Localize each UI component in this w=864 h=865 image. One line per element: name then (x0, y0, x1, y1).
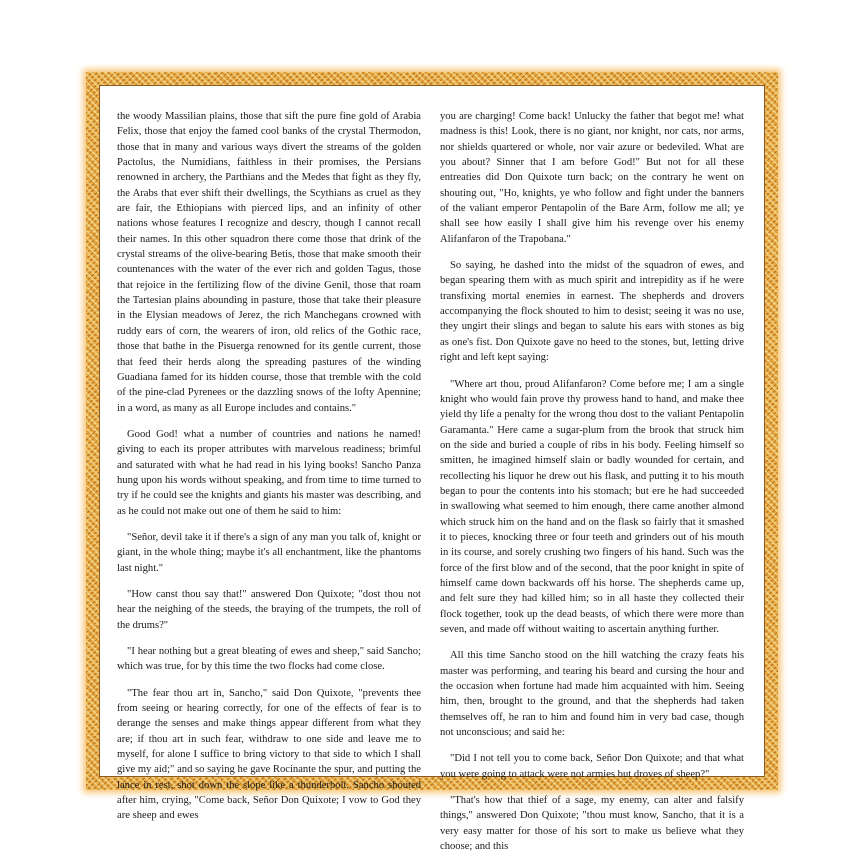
paragraph: you are charging! Come back! Unlucky the father that begot me! what madness is this! Look, there is no giant, nor knight, nor cats, nor arms, nor shields quartered or whole, nor vair azure or bedeviled. What are you about? Sinner that I am before God!" But not for all these entreaties did Don Quixote turn back; on the contrary he went on shouting out, "Ho, knights, ye who follow and fight under the banners of the valiant emperor Pentapolin of the Bare Arm, follow me all; ye shall see how easily I shall give him his revenge over his enemy Alifanfaron of the Trapobana." (440, 111, 744, 245)
paragraph: the woody Massilian plains, those that sift the pure fine gold of Arabia Felix, those that enjoy the famed cool banks of the crystal Thermodon, those that in many and various ways divert the streams of the golden Pactolus, the Numidians, faithless in their promises, the Persians renowned in archery, the Parthians and the Medes that fight as they fly, the Arabs that ever shift their dwellings, the Scythians as cruel as they are fair, the Ethiopians with pierced lips, and an infinity of other nations whose features I recognize and descry, though I cannot recall their names. In this other squadron there come those that drink of the crystal streams of the olive-bearing Betis, those that make smooth their countenances with the water of the ever rich and golden Tagus, those that rejoice in the fertilizing flow of the divine Genil, those that roam the Tartesian plains abounding in pasture, those that take their pleasure in the Elysian meadows of Jerez, the rich Manchegans crowned with ruddy ears of corn, the wearers of iron, old relics of the Gothic race, those that bathe in the Pisuerga renowned for its gentle current, those that feed their herds along the spreading pastures of the winding Guadiana famed for its hidden course, those that tremble with the cold of the pine-clad Pyrenees or the dazzling snows of the lofty Apennine; in a word, as many as all Europe includes and contains." (117, 111, 421, 414)
paragraph: "How canst thou say that!" answered Don Quixote; "dost thou not hear the neighing of the steeds, the braying of the trumpets, the roll of the drums?" (117, 588, 421, 631)
book-page (99, 85, 765, 853)
paragraph: "The fear thou art in, Sancho," said Don Quixote, "prevents thee from seeing or hearing correctly, for one of the effects of fear is to derange the senses and make things appear different from what they are; if thou art in such fear, withdraw to one side and leave me to myself, for alone I suffice to bring victory to that side to which I shall give my aid;" and so saying he gave Rocinante the spur, and putting the lance in rest, shot down the slope like a thunderbolt. Sancho shouted after him, crying, "Come back, Señor Don Quixote; I vow to God they are sheep and ewes (117, 687, 421, 822)
paragraph: "Did I not tell you to come back, Señor Don Quixote; and that what you were going to attack were not armies but droves of sheep?" (440, 753, 744, 780)
paragraph: All this time Sancho stood on the hill watching the crazy feats his master was performing, and tearing his beard and cursing the hour and the occasion when fortune had made him acquainted with him. Seeing him, then, brought to the ground, and that the shepherds had taken themselves off, he ran to him and found him in very bad case, though not unconscious; and said he: (440, 650, 744, 739)
paragraph: So saying, he dashed into the midst of the squadron of ewes, and began spearing them with as much spirit and intrepidity as if he were transfixing mortal enemies in earnest. The shepherds and drovers accompanying the flock shouted to him to desist; seeing it was no use, they ungirt their slings and began to salute his ears with stones as big as one's fist. Don Quixote gave no heed to the stones, but, letting drive right and left kept saying: (440, 260, 744, 364)
right-column (440, 109, 744, 865)
paragraph: "Where art thou, proud Alifanfaron? Come before me; I am a single knight who would fain prove thy prowess hand to hand, and make thee yield thy life a penalty for the wrong thou dost to the valiant Pentapolin Garamanta." Here came a sugar-plum from the brook that struck him on the side and buried a couple of ribs in his body. Feeling himself so smitten, he imagined himself slain or badly wounded for certain, and recollecting his liquor he drew out his flask, and putting it to his mouth began to pour the contents into his stomach; but ere he had succeeded in swallowing what seemed to him enough, there came another almond which struck him on the hand and on the flask so fairly that it smashed it to pieces, knocking three or four teeth and grinders out of his mouth in its course, and sorely crushing two fingers of his hand. Such was the force of the first blow and of the second, that the poor knight in spite of himself came down backwards off his horse. The shepherds came up, and felt sure they had killed him; so in all haste they collected their flock together, took up the dead beasts, of which there were more than seven, and made off without waiting to ascertain anything further. (440, 378, 744, 635)
left-column (117, 109, 421, 835)
ornamental-border-frame (86, 72, 778, 853)
paragraph: "I hear nothing but a great bleating of ewes and sheep," said Sancho; which was true, for by this time the two flocks had come close. (117, 646, 421, 673)
paragraph: Good God! what a number of countries and nations he named! giving to each its proper attributes with marvelous readiness; brimful and saturated with what he had read in his lying books! Sancho Panza hung upon his words without speaking, and from time to time turned to try if he could see the knights and giants his master was describing, and as he could not make out one of them he said to him: (117, 428, 421, 517)
paragraph: "That's how that thief of a sage, my enemy, can alter and falsify things," answered Don Quixote; "thou must know, Sancho, that it is a very easy matter for those of his sort to make us believe what they choose; and this (440, 795, 744, 853)
paragraph: "Señor, devil take it if there's a sign of any man you talk of, knight or giant, in the whole thing; maybe it's all enchantment, like the phantoms last night." (117, 531, 421, 574)
